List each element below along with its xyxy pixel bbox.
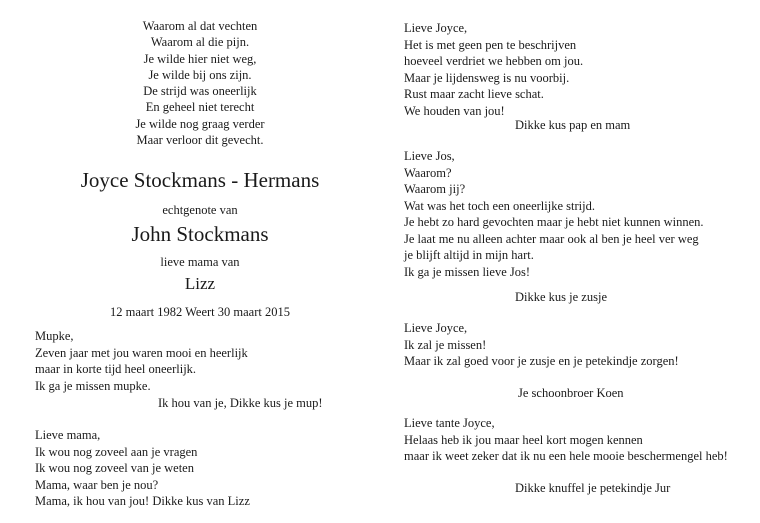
message-line: Rust maar zacht lieve schat. — [404, 87, 544, 101]
message-line: Maar ik zal goed voor je zusje en je petekindje zorgen! — [404, 354, 679, 368]
message-lizz — [35, 427, 250, 510]
message-line: Wat was het toch een oneerlijke strijd. — [404, 198, 595, 213]
message-line: Ik ga je missen mupke. — [35, 378, 151, 393]
message-line: We houden van jou! — [404, 103, 505, 118]
poem-line: Je wilde nog graag verder — [135, 116, 265, 131]
message-line: Het is met geen pen te beschrijven — [404, 37, 577, 52]
message-line: Ik ga je missen lieve Jos! — [404, 264, 531, 279]
message-line: Mama, ik hou van jou! Dikke kus van Lizz — [35, 494, 250, 508]
child-label: lieve mama van — [160, 255, 240, 269]
signature-sister: Dikke kus je zusje — [515, 290, 607, 304]
message-mupke — [35, 328, 248, 394]
message-godchild — [404, 415, 728, 465]
signature-parents: Dikke kus pap en mam — [515, 118, 631, 132]
message-line: Mupke, — [35, 329, 74, 343]
poem-line: Je wilde hier niet weg, — [143, 51, 257, 66]
message-line: Ik wou nog zoveel aan je vragen — [35, 444, 198, 459]
poem-line: Maar verloor dit gevecht. — [136, 133, 264, 148]
message-line: je blijft altijd in mijn hart. — [404, 248, 534, 262]
message-line: Waarom? — [404, 165, 452, 180]
message-line: Zeven jaar met jou waren mooi en heerlijk — [35, 345, 248, 360]
spouse-name: John Stockmans — [131, 222, 269, 246]
message-line: maar in korte tijd heel oneerlijk. — [35, 362, 197, 376]
message-line: Lieve mama, — [35, 428, 101, 442]
message-line: Je laat me nu alleen achter maar ook al ben je heel ver weg — [404, 231, 699, 246]
message-brother-in-law — [404, 320, 679, 370]
message-line: Helaas heb ik jou maar heel kort mogen kennen — [404, 432, 643, 447]
message-line: Lieve Joyce, — [404, 321, 468, 335]
deceased-name: Joyce Stockmans - Hermans — [80, 168, 320, 192]
poem-line: Waarom al die pijn. — [150, 35, 250, 50]
message-line: Lieve Jos, — [404, 149, 455, 163]
dates: 12 maart 1982 Weert 30 maart 2015 — [110, 305, 290, 319]
right-page — [380, 0, 760, 523]
signature-godchild: Dikke knuffel je petekindje Jur — [515, 481, 671, 495]
signature-mupke: Ik hou van je, Dikke kus je mup! — [158, 396, 323, 410]
child-name: Lizz — [184, 274, 216, 293]
poem-line: Je wilde bij ons zijn. — [148, 67, 252, 82]
message-line: Waarom jij? — [404, 182, 466, 196]
message-line: Lieve Joyce, — [404, 21, 468, 35]
message-line: maar ik weet zeker dat ik nu een hele mooie beschermengel heb! — [404, 449, 728, 463]
message-line: hoeveel verdriet we hebben om jou. — [404, 54, 584, 68]
poem-line: De strijd was oneerlijk — [143, 84, 257, 99]
message-line: Ik wou nog zoveel van je weten — [35, 461, 194, 475]
message-line: Lieve tante Joyce, — [404, 416, 495, 430]
message-line: Je hebt zo hard gevochten maar je hebt niet kunnen winnen. — [404, 215, 704, 229]
poem-line: Waarom al dat vechten — [142, 19, 258, 33]
message-parents — [404, 20, 583, 119]
poem-line: En geheel niet terecht — [145, 100, 255, 115]
message-line: Mama, waar ben je nou? — [35, 477, 159, 492]
message-line: Maar je lijdensweg is nu voorbij. — [404, 70, 570, 85]
message-line: Ik zal je missen! — [404, 337, 487, 352]
poem — [0, 18, 400, 148]
message-sister — [404, 148, 704, 280]
signature-brother-in-law: Je schoonbroer Koen — [518, 386, 624, 400]
spouse-label: echtgenote van — [162, 203, 238, 217]
